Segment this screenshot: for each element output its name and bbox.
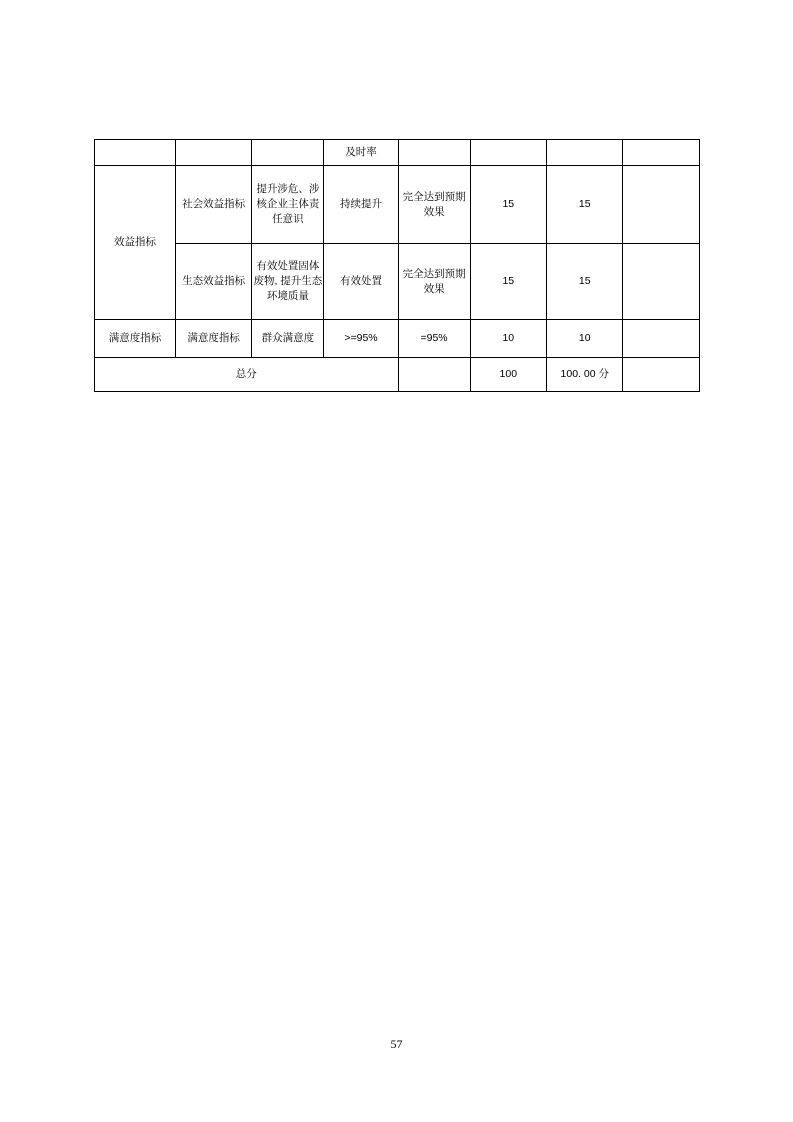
cell-satisfaction-target: >=95%	[324, 320, 398, 358]
table-row	[95, 320, 700, 358]
cell-eco-benefit-score: 15	[547, 244, 623, 320]
table-row-total	[95, 358, 700, 392]
cell-total-label: 总分	[95, 358, 399, 392]
cell-empty	[470, 140, 546, 166]
cell-empty	[623, 140, 700, 166]
cell-empty	[547, 140, 623, 166]
cell-empty	[398, 358, 470, 392]
cell-social-benefit-target: 持续提升	[324, 166, 398, 244]
cell-empty	[175, 140, 251, 166]
cell-empty	[252, 140, 324, 166]
cell-social-benefit-actual: 完全达到预期效果	[398, 166, 470, 244]
table-row	[95, 166, 700, 244]
cell-indicator-value: 及时率	[324, 140, 398, 166]
table-row	[95, 244, 700, 320]
cell-social-benefit-label: 社会效益指标	[175, 166, 251, 244]
cell-eco-benefit-label: 生态效益指标	[175, 244, 251, 320]
cell-total-weight: 100	[470, 358, 546, 392]
cell-social-benefit-score: 15	[547, 166, 623, 244]
performance-indicator-table	[94, 139, 700, 392]
cell-social-benefit-weight: 15	[470, 166, 546, 244]
cell-satisfaction-weight: 10	[470, 320, 546, 358]
indicator-table	[94, 139, 700, 392]
cell-satisfaction-score: 10	[547, 320, 623, 358]
cell-satisfaction-label: 满意度指标	[175, 320, 251, 358]
cell-category-satisfaction: 满意度指标	[95, 320, 176, 358]
page-number: 57	[390, 1037, 403, 1051]
cell-empty	[95, 140, 176, 166]
cell-category-benefit: 效益指标	[95, 166, 176, 320]
cell-eco-benefit-weight: 15	[470, 244, 546, 320]
cell-eco-benefit-target: 有效处置	[324, 244, 398, 320]
cell-empty	[398, 140, 470, 166]
cell-empty	[623, 320, 700, 358]
table-row	[95, 140, 700, 166]
cell-empty	[623, 358, 700, 392]
cell-eco-benefit-actual: 完全达到预期效果	[398, 244, 470, 320]
cell-empty	[623, 166, 700, 244]
cell-satisfaction-desc: 群众满意度	[252, 320, 324, 358]
cell-empty	[623, 244, 700, 320]
cell-eco-benefit-desc: 有效处置固体废物, 提升生态环境质量	[252, 244, 324, 320]
cell-satisfaction-actual: =95%	[398, 320, 470, 358]
cell-total-score: 100. 00 分	[547, 358, 623, 392]
cell-social-benefit-desc: 提升涉危、涉核企业主体责任意识	[252, 166, 324, 244]
